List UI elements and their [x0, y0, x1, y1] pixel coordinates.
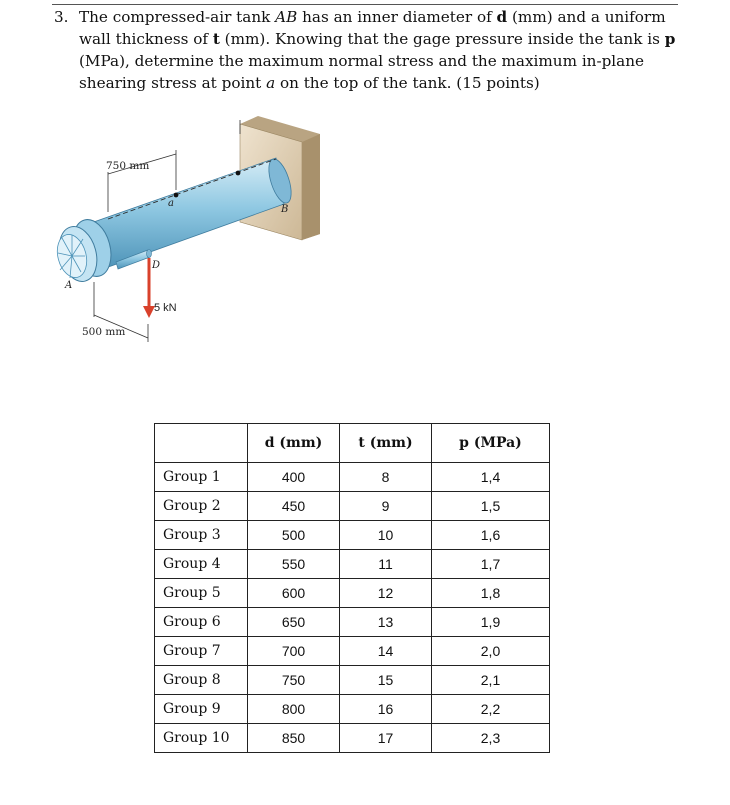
point-A-label: A	[65, 280, 73, 291]
header-cell	[155, 424, 248, 463]
load-label: 5 kN	[154, 302, 177, 314]
group-name-cell: Group 6	[155, 608, 248, 637]
top-rule	[52, 4, 678, 5]
p-value-cell: 1,6	[432, 521, 550, 550]
table-row	[155, 666, 550, 695]
problem-text-segment: p	[664, 30, 676, 48]
problem-text-segment: has an inner diameter of	[297, 8, 497, 26]
group-name-cell: Group 4	[155, 550, 248, 579]
table-row	[155, 492, 550, 521]
table-row	[155, 579, 550, 608]
d-value-cell: 850	[248, 724, 340, 753]
group-name-cell: Group 7	[155, 637, 248, 666]
point-a-marker	[174, 193, 179, 198]
t-value-cell: 14	[340, 637, 432, 666]
table-row	[155, 550, 550, 579]
d-value-cell: 750	[248, 666, 340, 695]
problem-text-segment: (mm) and a uniform wall thickness of	[79, 8, 666, 48]
point-a-label: a	[168, 198, 174, 209]
p-value-cell: 1,4	[432, 463, 550, 492]
problem-text-segment: t	[212, 30, 220, 48]
d-value-cell: 400	[248, 463, 340, 492]
group-name-cell: Group 10	[155, 724, 248, 753]
p-value-cell: 1,5	[432, 492, 550, 521]
t-value-cell: 9	[340, 492, 432, 521]
p-value-cell: 2,0	[432, 637, 550, 666]
problem-text-segment: (mm). Knowing that the gage pressure inside the tank is	[219, 30, 665, 48]
p-value-cell: 1,8	[432, 579, 550, 608]
header-cell-d: d (mm)	[248, 424, 340, 463]
problem-text-segment: (MPa), determine the maximum normal stress and the maximum in-plane shearing stress at point	[79, 52, 644, 92]
d-value-cell: 500	[248, 521, 340, 550]
point-D-label: D	[152, 260, 161, 271]
t-value-cell: 8	[340, 463, 432, 492]
table-row	[155, 521, 550, 550]
table-row	[155, 724, 550, 753]
problem-text-segment: AB	[275, 8, 298, 26]
d-value-cell: 550	[248, 550, 340, 579]
point-B-label: B	[281, 204, 289, 215]
table-header-row	[155, 424, 550, 463]
d-value-cell: 700	[248, 637, 340, 666]
t-value-cell: 11	[340, 550, 432, 579]
header-cell-p: p (MPa)	[432, 424, 550, 463]
d-value-cell: 800	[248, 695, 340, 724]
t-value-cell: 12	[340, 579, 432, 608]
group-name-cell: Group 3	[155, 521, 248, 550]
p-value-cell: 2,3	[432, 724, 550, 753]
t-value-cell: 10	[340, 521, 432, 550]
table-row	[155, 608, 550, 637]
problem-text-segment: a	[266, 74, 276, 92]
problem-text-segment: The compressed-air tank	[79, 8, 276, 26]
t-value-cell: 17	[340, 724, 432, 753]
tank-figure	[48, 112, 338, 362]
group-data-table	[154, 423, 550, 753]
group-name-cell: Group 8	[155, 666, 248, 695]
p-value-cell: 1,7	[432, 550, 550, 579]
group-name-cell: Group 5	[155, 579, 248, 608]
header-cell-t: t (mm)	[340, 424, 432, 463]
p-value-cell: 2,1	[432, 666, 550, 695]
problem-text-segment: on the top of the tank. (15 points)	[275, 74, 540, 92]
group-name-cell: Group 2	[155, 492, 248, 521]
problem-number: 3.	[54, 8, 69, 26]
p-value-cell: 2,2	[432, 695, 550, 724]
dim-bottom-label: 500 mm	[82, 326, 126, 338]
problem-text	[79, 6, 684, 94]
t-value-cell: 13	[340, 608, 432, 637]
group-name-cell: Group 9	[155, 695, 248, 724]
group-name-cell: Group 1	[155, 463, 248, 492]
p-value-cell: 1,9	[432, 608, 550, 637]
t-value-cell: 16	[340, 695, 432, 724]
table-row	[155, 695, 550, 724]
t-value-cell: 15	[340, 666, 432, 695]
dim-top-label: 750 mm	[106, 160, 150, 172]
d-value-cell: 650	[248, 608, 340, 637]
table-row	[155, 463, 550, 492]
d-value-cell: 450	[248, 492, 340, 521]
table-row	[155, 637, 550, 666]
problem-text-segment: d	[496, 8, 508, 26]
d-value-cell: 600	[248, 579, 340, 608]
